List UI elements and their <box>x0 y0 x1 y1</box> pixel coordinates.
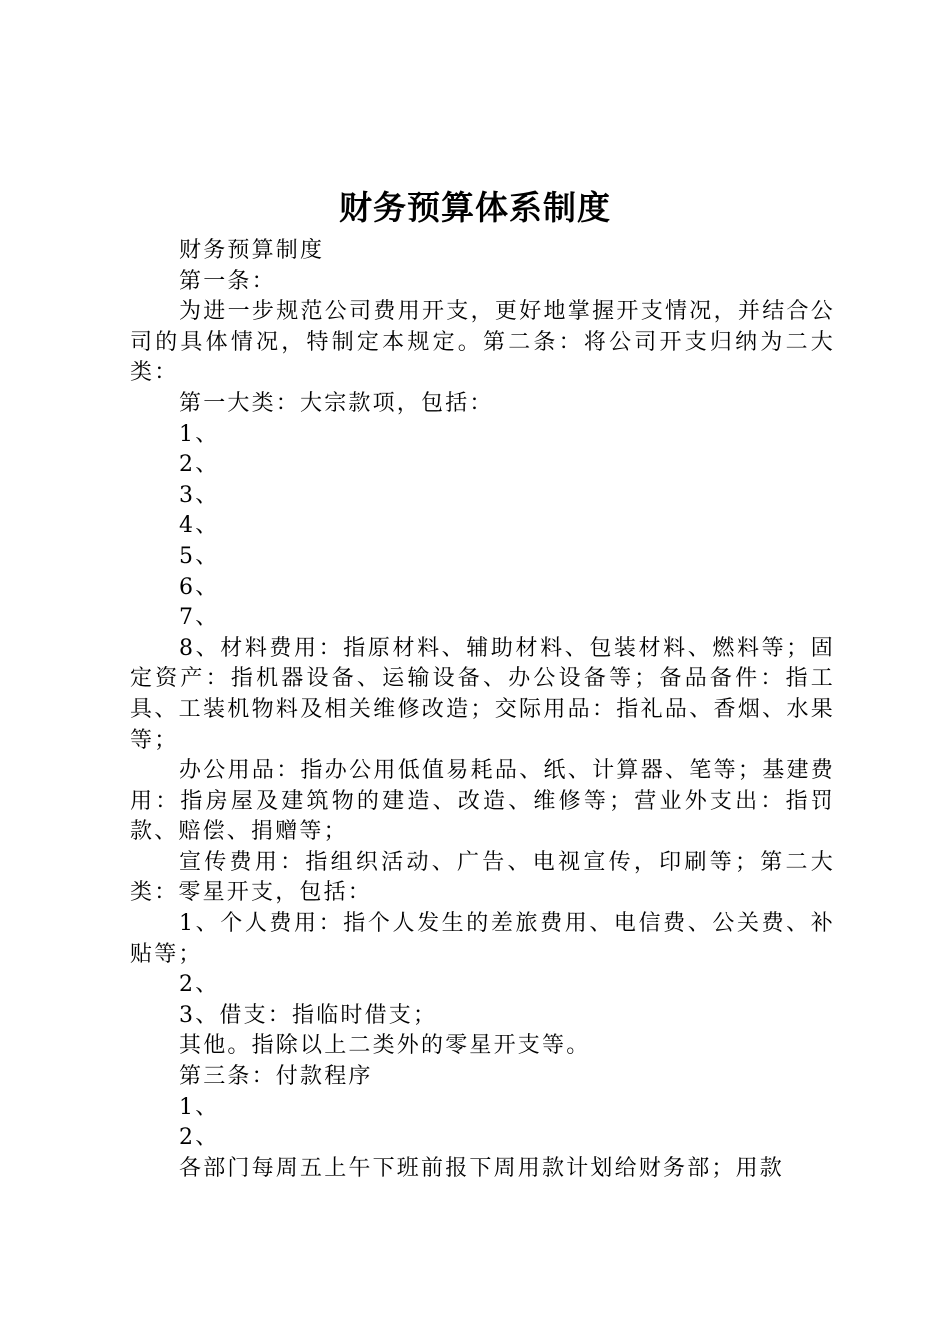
paragraph-heading: 财务预算制度 <box>179 238 325 263</box>
list-item: 2、 <box>179 1125 220 1151</box>
paragraph: 第一大类：大宗款项，包括： <box>179 390 494 416</box>
paragraph: 其他。指除以上二类外的零星开支等。 <box>179 1033 591 1059</box>
list-item: 1、 <box>179 421 220 447</box>
list-item: 3、 <box>179 482 220 508</box>
document-body <box>130 236 835 1184</box>
paragraph: 办公用品：指办公用低值易耗品、纸、计算器、笔等；基建费用：指房屋及建筑物的建造、改造、维修等；营业外支出：指罚款、赔偿、捐赠等； <box>130 758 835 845</box>
list-item: 2、 <box>179 452 220 478</box>
paragraph: 1、个人费用：指个人发生的差旅费用、电信费、公关费、补贴等； <box>130 911 835 967</box>
paragraph: 宣传费用：指组织活动、广告、电视宣传，印刷等；第二大类：零星开支，包括： <box>130 849 835 906</box>
list-item: 5、 <box>179 543 220 569</box>
paragraph: 8、材料费用：指原材料、辅助材料、包装材料、燃料等；固定资产：指机器设备、运输设备、办公设备等；备品备件：指工具、工装机物料及相关维修改造；交际用品：指礼品、香烟、水果等； <box>130 635 835 753</box>
list-item: 4、 <box>179 513 220 539</box>
list-item: 2、 <box>179 972 220 998</box>
list-item: 1、 <box>179 1094 220 1120</box>
document-title: 财务预算体系制度 <box>339 188 611 227</box>
paragraph-article-3: 第三条：付款程序 <box>179 1064 373 1090</box>
paragraph: 为进一步规范公司费用开支，更好地掌握开支情况，并结合公司的具体情况，特制定本规定。第二条：将公司开支归纳为二大类： <box>130 299 835 386</box>
paragraph-article-1: 第一条： <box>179 268 276 294</box>
paragraph: 各部门每周五上午下班前报下周用款计划给财务部；用款 <box>179 1155 785 1181</box>
list-item: 6、 <box>179 574 220 600</box>
paragraph: 3、借支：指临时借支； <box>179 1002 438 1028</box>
list-item: 7、 <box>179 605 220 631</box>
